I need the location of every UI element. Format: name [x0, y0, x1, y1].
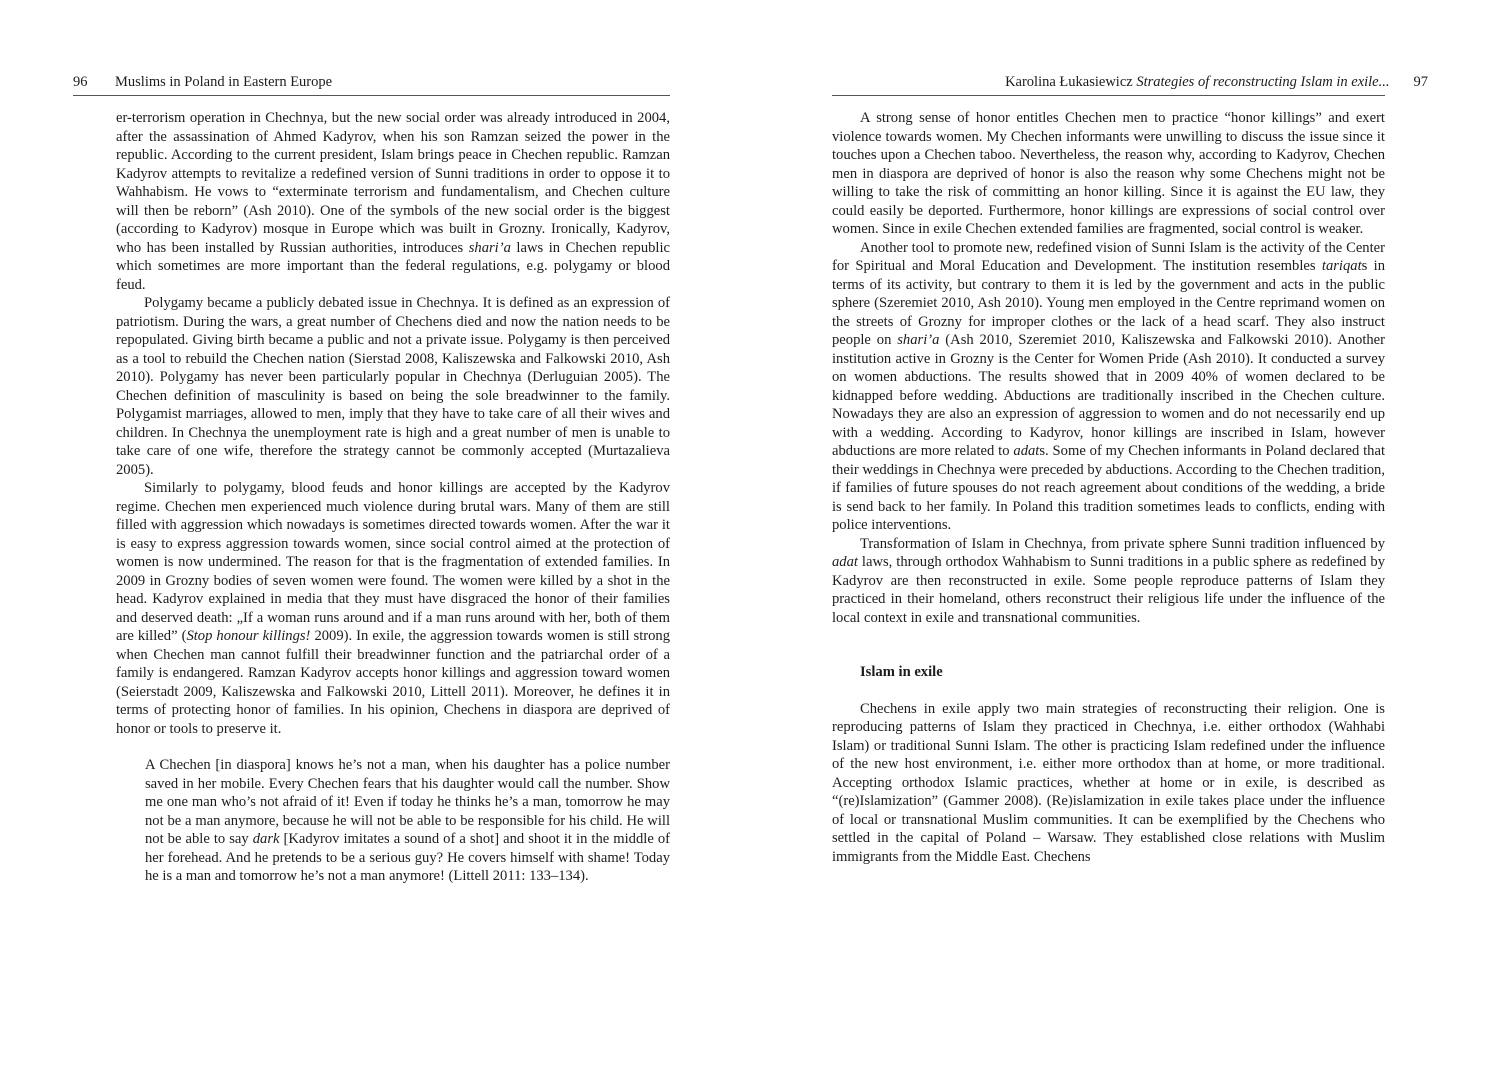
left-header-rule — [73, 95, 670, 96]
section-paragraph: Chechens in exile apply two main strategies of reconstructing their religion. One is reproducing patterns of Islam they practiced in Chechnya, i.e. either orthodox (Wahhabi Islam) or traditional Sunni Islam. The other is practicing Islam redefined under the influence of the new host environment, i.e. either more orthodox than at home, or more traditional. Accepting orthodox Islamic practices, whether at home or in exile, is described as “(re)Islamization” (Gammer 2008). (Re)islamization in exile takes place under the influence of local or transnational Muslim communities. It can be exemplified by the Chechens who settled in the capital of Poland – Warsaw. They established close relations with Muslim immigrants from the Middle East. Chechens — [832, 700, 1385, 865]
right-header-rule — [832, 95, 1385, 96]
section-heading: Islam in exile — [860, 664, 943, 680]
right-paragraph-1: A strong sense of honor entitles Chechen men to practice “honor killings” and exert violence towards women. My Chechen informants were unwilling to discuss the issue since it touches upon a Chechen taboo. Nevertheless, the reason why, according to Kadyrov, Chechen men in diaspora are deprived of honor is also the reason why some Chechens might not be willing to take the risk of committing an honor killing. Since it is against the EU law, they could easily be deported. Furthermore, honor killings are expressions of social control over women. Since in exile Chechen extended families are fragmented, social control is weaker. — [832, 110, 1385, 237]
left-paragraph-2: Polygamy became a publicly debated issue in Chechnya. It is defined as an expression of patriotism. During the wars, a great number of Chechens died and now the nation needs to be repopulated. Giving birth became a public and not a private issue. Polygamy is then perceived as a tool to rebuild the Chechen nation (Sierstad 2008, Kaliszewska and Falkowski 2010, Ash 2010). Polygamy has never been particularly popular in Chechnya (Derluguian 2005). The Chechen definition of masculinity is based on being the sole breadwinner to the family. Polygamist marriages, allowed to men, imply that they have to take care of all their wives and children. In Chechnya the unemployment rate is high and a great number of men is unable to take care of one wife, therefore the strategy cannot be commonly accepted (Murtazalieva 2005). — [116, 295, 670, 478]
block-quote-text: A Chechen [in diaspora] knows he’s not a man, when his daughter has a police number saved in her mobile. Every Chechen fears that his daughter would call the number. Show me one man who’s not afraid of it! Even if today he thinks he’s a man, tomorrow he may not be a man anymore, because he will not be able to be responsible for his child. He will not be able to say dark [Kadyrov imitates a sound of a shot] and shoot it in the middle of her forehead. And he pretends to be a serious guy? He covers himself with shame! Today he is a man and tomorrow he’s not a man anymore! (Littell 2011: 133–134). — [145, 757, 671, 884]
right-running-head-author: Karolina Łukasiewicz — [1005, 74, 1133, 90]
left-page-number: 96 — [73, 74, 88, 90]
left-running-head-title: Muslims in Poland in Eastern Europe — [115, 74, 333, 90]
right-running-head-title: Strategies of reconstructing Islam in exile... — [1136, 74, 1390, 90]
left-body-text — [116, 109, 670, 886]
left-paragraph-1: er-terrorism operation in Chechnya, but the new social order was already introduced in 2004, after the assassination of Ahmed Kadyrov, when his son Ramzan seized the power in the republic. According to the current president, Islam brings peace in Chechen republic. Ramzan Kadyrov attempts to revitalize a redefined version of Sunni traditions in order to oppose it to Wahhabism. He vows to “exterminate terrorism and fundamentalism, and Chechen culture will then be reborn” (Ash 2010). One of the symbols of the new social order is the biggest (according to Kadyrov) mosque in Europe which was built in Grozny. Ironically, Kadyrov, who has been installed by Russian authorities, introduces shari’a laws in Chechen republic which sometimes are more important than the federal regulations, e.g. polygamy or blood feud. — [116, 110, 670, 293]
right-page — [750, 0, 1500, 1066]
right-page-number: 97 — [1413, 74, 1428, 90]
right-paragraph-2: Another tool to promote new, redefined vision of Sunni Islam is the activity of the Center for Spiritual and Moral Education and Development. The institution resembles tariqats in terms of its activity, but contrary to them it is led by the government and acts in the public sphere (Szeremiet 2010, Ash 2010). Young men employed in the Centre reprimand women on the streets of Grozny for improper clothes or the lack of a head scarf. They also instruct people on shari’a (Ash 2010, Szeremiet 2010, Kaliszewska and Falkowski 2010). Another institution active in Grozny is the Center for Women Pride (Ash 2010). It conducted a survey on women abductions. The results showed that in 2009 40% of women declared to be kidnapped before wedding. Abductions are traditionally inscribed in the Chechen culture. Nowadays they are also an expression of aggression to women and do not necessarily end up with a wedding. According to Kadyrov, honor killings are inscribed in Islam, however abductions are more related to adats. Some of my Chechen informants in Poland declared that their weddings in Chechnya were preceded by abductions. According to the Chechen tradition, if families of future spouses do not reach agreement about conditions of the wedding, a bride is send back to her family. In Poland this tradition sometimes leads to conflicts, ending with police interventions. — [832, 239, 1386, 533]
right-paragraph-3: Transformation of Islam in Chechnya, from private sphere Sunni tradition influenced by adat laws, through orthodox Wahhabism to Sunni traditions in a public sphere as redefined by Kadyrov are then reconstructed in exile. Some people reproduce patterns of Islam they practiced in their homeland, others reconstruct their religious life under the influence of the local context in exile and transnational communities. — [832, 535, 1385, 626]
left-running-head — [73, 72, 332, 92]
block-quote — [145, 756, 670, 886]
right-running-head — [1005, 72, 1428, 92]
right-body-text — [832, 109, 1385, 866]
left-paragraph-3: Similarly to polygamy, blood feuds and honor killings are accepted by the Kadyrov regime. Chechen men experienced much violence during brutal wars. Many of them are still filled with aggression which nowadays is sometimes directed towards women. After the war it is easy to express aggression towards women, since social control aimed at the protection of women is now undermined. The reason for that is the fragmentation of extended families. In 2009 in Grozny bodies of seven women were found. The women were killed by a shot in the head. Kadyrov explained in media that they must have disgraced the honor of their families and deserved death: „If a woman runs around and if a man runs around with her, both of them are killed” (Stop honour killings! 2009). In exile, the aggression towards women is still strong when Chechen man cannot fulfill their breadwinner function and the patriarchal order of a family is endangered. Ramzan Kadyrov accepts honor killings and aggression toward women (Seierstadt 2009, Kaliszewska and Falkowski 2010, Littell 2011). Moreover, he defines it in terms of protecting honor of families. In his opinion, Chechens in diaspora are deprived of honor or tools to preserve it. — [116, 480, 670, 737]
